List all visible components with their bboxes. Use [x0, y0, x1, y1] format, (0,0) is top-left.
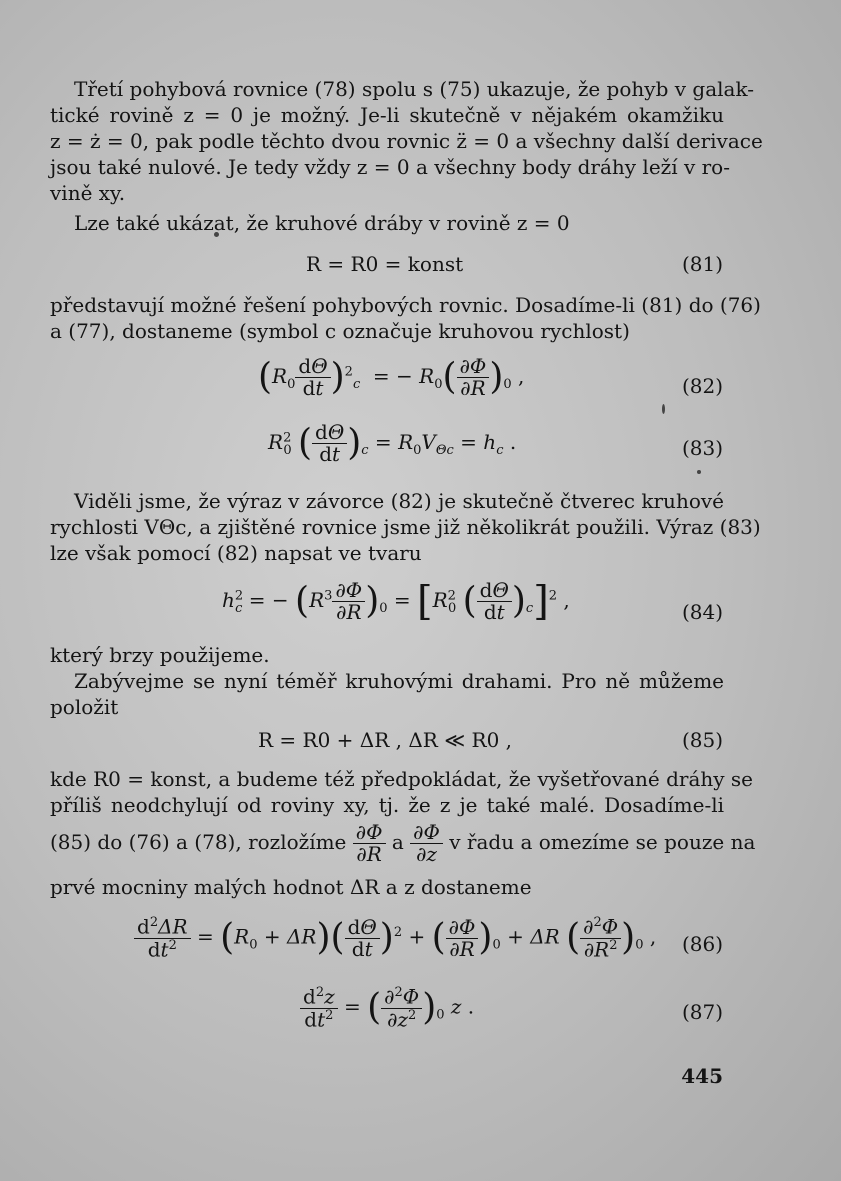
equation-82: ($R_0$ $\frac{d\Theta}{dt}$ )$^2_c$ = − $R_0$( $\frac{\partial\Phi}{\partial R}$ )$_0$ ,	[258, 354, 525, 400]
equation-number: (84)	[681, 600, 723, 624]
text-line: prvé mocniny malých hodnot ΔR a z dostaneme	[50, 875, 532, 899]
text-line: Lze také ukázat, že kruhové dráby v rovině z = 0	[74, 211, 570, 235]
equation-81: R = R0 = konst	[306, 252, 464, 276]
text-fragment: a	[391, 830, 404, 854]
text-line: položit	[50, 695, 119, 719]
page-number: 445	[681, 1064, 723, 1088]
equation-85: R = R0 + ΔR , ΔR ≪ R0 ,	[258, 728, 513, 752]
equation-84: $h^2_c$ = − ($R^3$ $\frac{\partial\Phi}{\partial R}$ )$_0 = [R^2_0$ ( $\frac{d\Theta}{dt}$ )$_c]^2$ ,	[222, 578, 570, 625]
equation-86: $\frac{d^2\Delta R}{dt^2}$ = $(R_0 + \Delta R)$( $\frac{d\Theta}{dt}$ )$^2$ + ( $\frac{\partial\Phi}{\partial R}$ )$_0 + \Delta R$ ( $\frac{\partial^2\Phi}{\partial R^2}$ )$_0$ ,	[134, 916, 656, 960]
text-line: z = ż = 0, pak podle těchto dvou rovnic z̈ = 0 a všechny další derivace	[50, 129, 763, 153]
fraction-dphi-dr: $\frac{\partial\Phi}{\partial R}$	[353, 822, 386, 865]
text-line: kde R0 = konst, a budeme též předpokládat, že vyšetřované dráhy se	[50, 767, 754, 791]
equation-number: (85)	[681, 728, 723, 752]
text-line: tické rovině z = 0 je možný. Je-li skutečně v nějakém okamžiku	[50, 103, 724, 127]
text-line: a (77), dostaneme (symbol c označuje kruhovou rychlost)	[50, 319, 630, 343]
text-line: představují možné řešení pohybových rovnic. Dosadíme-li (81) do (76)	[50, 293, 761, 317]
scan-speck	[697, 470, 701, 474]
equation-number: (83)	[681, 436, 723, 460]
text-line: Viděli jsme, že výraz v závorce (82) je skutečně čtverec kruhové	[74, 489, 724, 513]
text-line: vině xy.	[50, 181, 126, 205]
equation-number: (86)	[681, 932, 723, 956]
equation-number: (82)	[681, 374, 723, 398]
text-line: rychlosti VΘc, a zjištěné rovnice jsme již několikrát použili. Výraz (83)	[50, 515, 761, 539]
equation-number: (81)	[681, 252, 723, 276]
scan-speck	[662, 404, 665, 414]
text-fragment: (85) do (76) a (78), rozložíme	[50, 830, 347, 854]
text-line: lze však pomocí (82) napsat ve tvaru	[50, 541, 422, 565]
equation-number: (87)	[681, 1000, 723, 1024]
text-line: Třetí pohybová rovnice (78) spolu s (75) ukazuje, že pohyb v galak-	[74, 77, 754, 101]
text-line-with-fractions	[50, 820, 756, 872]
equation-83: $R^2_0$ ( $\frac{d\Theta}{dt}$ )$_c = R_0V_{\Theta c} = h_c$ .	[268, 420, 517, 466]
text-fragment: v řadu a omezíme se pouze na	[449, 830, 756, 854]
text-line: příliš neodchylují od roviny xy, tj. že z je také malé. Dosadíme-li	[50, 793, 724, 817]
text-line: jsou také nulové. Je tedy vždy z = 0 a všechny body dráhy leží v ro-	[50, 155, 730, 179]
text-line: který brzy použijeme.	[50, 643, 270, 667]
fraction-dphi-dz: $\frac{\partial\Phi}{\partial z}$	[410, 822, 443, 865]
text-line: Zabývejme se nyní téměř kruhovými drahami. Pro ně můžeme	[74, 669, 724, 693]
equation-87: $\frac{d^2z}{dt^2}$ = ( $\frac{\partial^2\Phi}{\partial z^2}$ )$_0$ z .	[300, 986, 474, 1030]
